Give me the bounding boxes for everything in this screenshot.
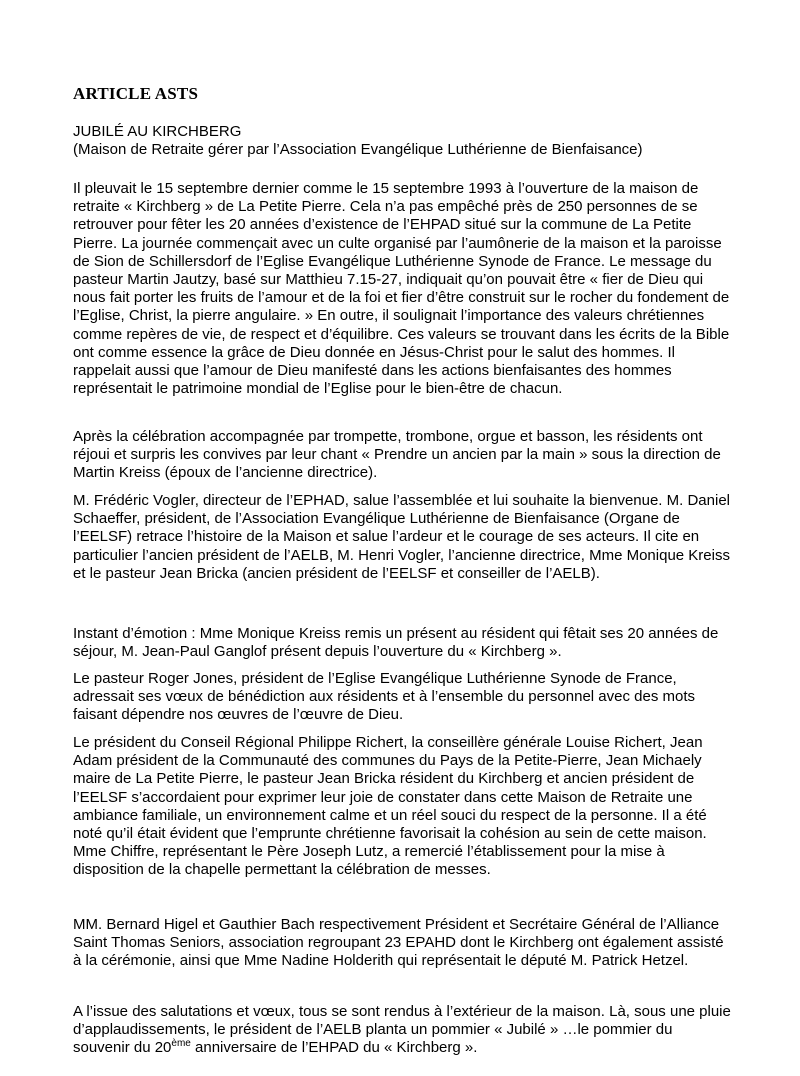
paragraph-celebration: Après la célébration accompagnée par trompette, trombone, orgue et basson, les résidents ont réjoui et surpris les convives par leur chant « Prendre un ancien par la main » sous la direction de Martin Kreiss (époux de l’ancienne directrice). <box>73 428 721 482</box>
paragraph-alliance: MM. Bernard Higel et Gauthier Bach respectivement Président et Secrétaire Général de l’Alliance Saint Thomas Seniors, association regroupant 23 EPAHD dont le Kirchberg ont également assisté à la cérémonie, ainsi que Mme Nadine Holderith qui représentait le député M. Patrick Hetzel. <box>73 916 724 970</box>
article-subtitle: (Maison de Retraite gérer par l’Association Evangélique Luthérienne de Bienfaisance) <box>73 141 643 158</box>
article-header: ARTICLE ASTS <box>73 84 199 103</box>
paragraph-pastor: Le pasteur Roger Jones, président de l’Eglise Evangélique Luthérienne Synode de France, adressait ses vœux de bénédiction aux résidents et à l’ensemble du personnel avec des mots faisant dépendre nos œuvres de l’œuvre de Dieu. <box>73 670 696 724</box>
closing-text-end: anniversaire de l’EHPAD du « Kirchberg ». <box>190 1039 478 1057</box>
article-title: JUBILÉ AU KIRCHBERG <box>73 123 242 140</box>
paragraph-speeches: M. Frédéric Vogler, directeur de l’EPHAD, salue l’assemblée et lui souhaite la bienvenue. M. Daniel Schaeffer, président, de l’Association Evangélique Luthérienne de Bienfaisance (Organe de l’EELSF) retrace l’histoire de la Maison et salue l’ardeur et le courage de ses acteurs. Il cite en particulier l’ancien président de l’AELB, M. Henri Vogler, l’ancienne directrice, Mme Monique Kreiss et le pasteur Jean Bricka (ancien président de l’EELSF et conseiller de l’AELB). <box>73 492 730 582</box>
paragraph-officials: Le président du Conseil Régional Philippe Richert, la conseillère générale Louise Richert, Jean Adam président de la Communauté des communes du Pays de la Petite-Pierre, Jean Michaely maire de La Petite Pierre, le pasteur Jean Bricka résident du Kirchberg et ancien président de l’EELSF s’accordaient pour exprimer leur joie de constater dans cette Maison de Retraite une ambiance familiale, un environnement calme et un réel souci du respect de la personne. Il a été noté qu’il était évident que l’emprunte chrétienne favorisait la cohésion au sein de cette maison. Mme Chiffre, représentant le Père Joseph Lutz, a remercié l’établissement pour la mise à disposition de la chapelle permettant la célébration de messes. <box>73 734 707 879</box>
paragraph-emotion: Instant d’émotion : Mme Monique Kreiss remis un présent au résident qui fêtait ses 20 années de séjour, M. Jean-Paul Ganglof présent depuis l’ouverture du « Kirchberg ». <box>73 625 719 661</box>
paragraph-opening: Il pleuvait le 15 septembre dernier comme le 15 septembre 1993 à l’ouverture de la maison de retraite « Kirchberg » de La Petite Pierre. Cela n’a pas empêché près de 250 personnes de se retrouver pour fêter les 20 années d’existence de l’EHPAD situé sur la commune de La Petite Pierre. La journée commençait avec un culte organisé par l’aumônerie de la maison et la paroisse de Sion de Schillersdorf de l’Eglise Evangélique Luthérienne Synode de France. Le message du pasteur Martin Jautzy, basé sur Matthieu 7.15-27, indiquait qu’on pouvait être « fier de Dieu qui nous fait porter les fruits de l’amour et de la foi et fier d’être construit sur le rocher du fondement de l’Eglise, Christ, la pierre angulaire. » En outre, il soulignait l’importance des valeurs chrétiennes comme repères de vie, de respect et d’équilibre. Ces valeurs se trouvant dans les écrits de la Bible ont comme essence la grâce de Dieu donnée en Jésus-Christ pour le salut des hommes. Il rappelait aussi que l’amour de Dieu manifesté dans les actions bienfaisantes des hommes représentait le patrimoine mondial de l’Eglise pour le bien-être de chacun. <box>73 180 730 398</box>
paragraph-closing <box>73 1003 733 1058</box>
closing-text-main: A l’issue des salutations et vœux, tous se sont rendus à l’extérieur de la maison. Là, sous une pluie d’applaudissements, le président de l’AELB planta un pommier « Jubilé » …le pommier du souvenir du 20 <box>73 1003 731 1057</box>
ordinal-superscript: ème <box>171 1038 191 1050</box>
